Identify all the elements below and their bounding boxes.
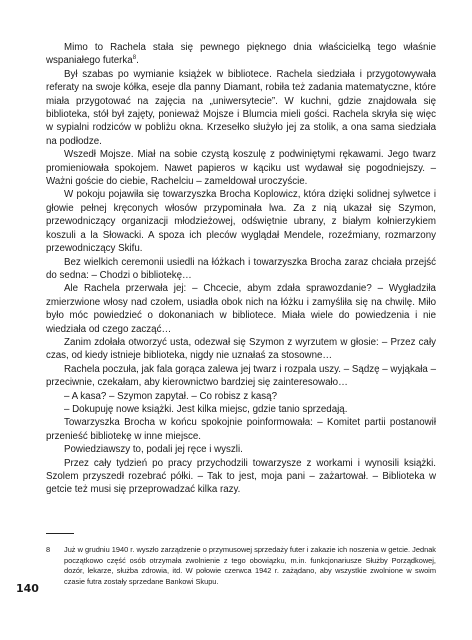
footnote-text: Już w grudniu 1940 r. wyszło zarządzenie o przymusowej sprzedaży futer i zakazie ich noszenia w getcie. Jednak początkowo część osób otrzymała zwolnienie z tego obowiązku, m.in. funkcjonariusze Służby Porządkowej, dozór, lekarze, służba zdrowia, itd. W połowie czerwca 1942 r. zażądano, aby wszystkie zwolnione w swoim czasie futra zostały sprzedane Bankowi Skupu.	[64, 545, 436, 586]
paragraph-1-text: Mimo to Rachela stała się pewnego pięknego dnia właścicielką tego właśnie wspaniałego futerka	[46, 42, 436, 67]
paragraph-3: Wszedł Mojsze. Miał na sobie czystą koszulę z podwiniętymi rękawami. Jego twarz promieniowała spokojem. Nawet papieros w kąciku ust wydawał się pogodniejszy. – Ważni goście do ciebie, Rachelciu – zameldował uroczyście.	[46, 149, 436, 188]
paragraph-12: Powiedziawszy to, podali jej ręce i wyszli.	[64, 444, 243, 456]
paragraph-7: Zanim zdołała otworzyć usta, odezwał się Szymon z wyrzutem w głosie: – Przez cały czas, od kiedy istnieje biblioteka, nigdy nie uznałaś za stosowne…	[46, 336, 436, 362]
footnote	[46, 545, 436, 587]
paragraph-5: Bez wielkich ceremonii usiedli na łóżkach i towarzyszka Brocha zaraz chciała przejść do sedna: – Chodzi o bibliotekę…	[46, 256, 436, 281]
paragraph-1: Mimo to Rachela stała się pewnego pięknego dnia właścicielką tego właśnie wspaniałego futerka$^8$.	[46, 42, 436, 67]
footnote-reference[interactable]: 8	[132, 55, 137, 62]
paragraph-13: Przez cały tydzień po pracy przychodzili towarzysze z workami i wynosili książki. Szolem przyszedł rozebrać półki. – Tak to jest, moja pani – zażartował. – Biblioteka w getcie też musi się przeprowadzać kilka razy.	[46, 457, 436, 496]
paragraph-6: Ale Rachela przerwała jej: – Chcecie, abym zdała sprawozdanie? – Wygładziła zmierzwione włosy nad czołem, usiadła obok nich na łóżku i zamyśliła się na chwilę. Miło było móc powiedzieć o dokonaniach w bibliotece. Miała wiele do powiedzenia i nie wiedziała od czego zacząć…	[46, 283, 436, 335]
main-text	[46, 41, 436, 497]
paragraph-8: Rachela poczuła, jak fala gorąca zalewa jej twarz i rozpala uszy. – Sądzę – wyjąkała – przeciwnie, czekałam, aby kierownictwo bardziej się zainteresowało…	[46, 363, 436, 389]
footnote-number: 8	[46, 545, 51, 554]
paragraph-11: Towarzyszka Brocha w końcu spokojnie poinformowała: – Komitet partii postanowił przenieść bibliotekę w inne miejsce.	[46, 417, 436, 442]
paragraph-4: W pokoju pojawiła się towarzyszka Brocha Koplowicz, która dzięki solidnej sylwetce i głowie pełnej kręconych włosów przypominała lwa. Za z nią ukazał się Szymon, przewodniczący organizacji młodzieżowej, odświętnie ubrany, z białym kołnierzykiem koszuli a la Słowacki. A spoza ich pleców wyglądał Mendele, rozeźmiany, rozmarzony przewodniczący Skifu.	[46, 189, 436, 255]
paragraph-2: Był szabas po wymianie książek w bibliotece. Rachela siedziała i przygotowywała referaty na swoje kółka, eseje dla panny Diamant, robiła też zadania matematyczne, które miała przygotować na zajęcia na „uniwersytecie”. W kuchni, gdzie znajdowała się biblioteka, stół był zajęty, ponieważ Mojsze i Blumcia mieli gości. Rachela skryła się więc w sypialni rodziców w pobliżu okna. Krzesełko służyło jej za stolik, a ona sama siedziała na podłodze.	[46, 68, 436, 147]
paragraph-10: – Dokupuję nowe książki. Jest kilka miejsc, gdzie tanio sprzedają.	[64, 403, 348, 415]
footnote-divider	[46, 533, 74, 534]
paragraph-9: – A kasa? – Szymon zapytał. – Co robisz z kasą?	[64, 390, 277, 402]
page-number: 140	[16, 582, 39, 595]
